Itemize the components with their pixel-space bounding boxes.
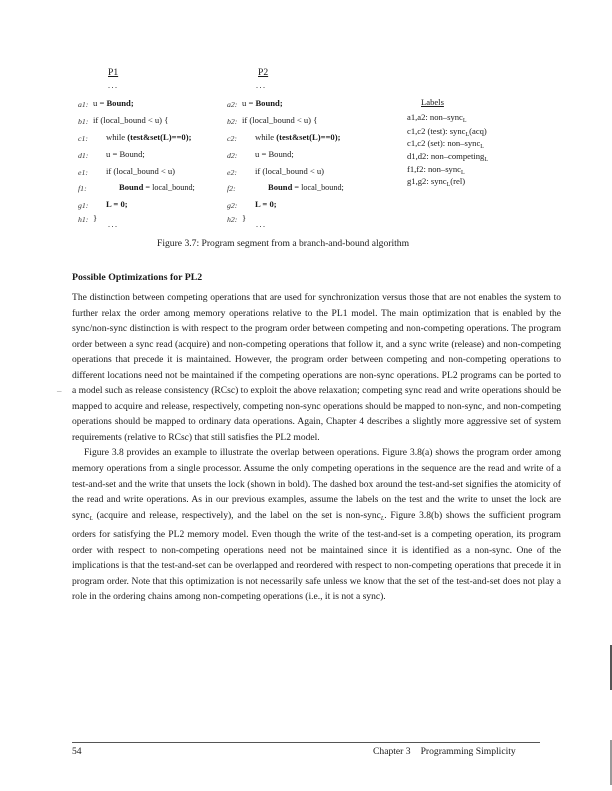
body-text xyxy=(72,290,561,605)
code-line: u = Bound; xyxy=(93,98,134,108)
line-label: h1: xyxy=(78,215,89,224)
section-heading: Possible Optimizations for PL2 xyxy=(72,272,203,283)
line-label: d2: xyxy=(227,151,238,160)
code-line: } xyxy=(242,213,247,223)
p2-ellipsis-bottom: ... xyxy=(256,220,267,229)
code-line: } xyxy=(93,213,98,223)
code-line: if (local_bound < u) { xyxy=(93,115,169,125)
line-label: e2: xyxy=(227,168,237,177)
line-label: g1: xyxy=(78,201,89,210)
label-entry: c1,c2 (test): sync$_L$(acq) xyxy=(407,126,487,138)
label-entry: d1,d2: non–competing$_L$ xyxy=(407,151,489,163)
line-label: a1: xyxy=(78,100,89,109)
p2-header: P2 xyxy=(258,67,269,78)
code-line: if (local_bound < u) xyxy=(255,166,325,176)
paragraph-1: The distinction between competing operations that are used for synchronization versus those that are not enables the system to further relax the order among memory operations relative to the PL1 model. The main optimization that is enabled by the sync/non-sync distinction is with respect to the program order between competing and non-competing operations. The program order between a sync read (acquire) and non-competing operations that follow it, and a sync write (release) and non-competing operations that precede it is maintained. However, the program order between competing and non-competing operations to different locations need not be maintained if the competing operations are non-sync operations. PL2 programs can be ported to a model such as release consistency (RCsc) to exploit the above relaxation; competing sync read and write operations should be mapped to acquire and release, respectively, competing non-sync operations should be mapped to non-sync, and non-competing operations should be mapped to ordinary data operations. Again, Chapter 4 describes a slightly more aggressive set of system requirements (relative to RCsc) that still satisfies the PL2 model. xyxy=(72,292,561,443)
line-label: g2: xyxy=(227,201,238,210)
labels-title: Labels xyxy=(421,97,444,107)
code-line: u = Bound; xyxy=(255,149,294,159)
paragraph-2: Figure 3.8 provides an example to illustrate the overlap between operations. Figure 3.8(a) shows the program order among memory operations from a single processor. Assume the only competing operations in the sequence are the read and write of a test-and-set and the write that unsets the lock (shown in bold). The dashed box around the test-and-set signifies the atomicity of the read and write operations. As in our previous examples, assume the labels on the test and the write to unset the lock are sync$_L$ (acquire and release, respectively), and the label on the set is non-sync$_L$. Figure 3.8(b) shows the sufficient program orders for satisfying the PL2 memory model. Even though the write of the test-and-set is a competing operation, its program order with respect to non-competing operations need not be maintained since it is identified as a non-sync. One of the implications is that the test-and-set can be overlapped and reordered with respect to non-competing operations that precede it in program order. Note that this optimization is not necessarily safe unless we know that the set of the test-and-set does not play a role in the ordering chains among non-competing operations (i.e., it is not a sync). xyxy=(72,447,561,603)
scan-edge-mark xyxy=(610,645,612,690)
line-label: b1: xyxy=(78,117,89,126)
code-line: while (test&set(L)==0); xyxy=(255,132,341,142)
code-line: if (local_bound < u) { xyxy=(242,115,318,125)
code-line: Bound = local_bound; xyxy=(268,182,344,192)
line-label: a2: xyxy=(227,100,238,109)
footer-rule xyxy=(72,742,540,743)
p1-ellipsis-bottom: ... xyxy=(108,220,119,229)
page-number: 54 xyxy=(72,746,82,757)
label-entry: g1,g2: sync$_L$(rel) xyxy=(407,176,466,188)
code-line: L = 0; xyxy=(106,199,128,209)
label-entry: f1,f2: non–sync$_L$ xyxy=(407,164,465,176)
line-label: b2: xyxy=(227,117,238,126)
code-line: L = 0; xyxy=(255,199,277,209)
code-line: if (local_bound < u) xyxy=(106,166,176,176)
running-footer xyxy=(373,746,516,757)
p2-ellipsis-top: ... xyxy=(256,81,267,90)
p1-ellipsis-top: ... xyxy=(108,81,119,90)
line-label: c1: xyxy=(78,134,88,143)
line-label: c2: xyxy=(227,134,237,143)
footer-chapter: Chapter 3 xyxy=(373,746,411,757)
line-label: f1: xyxy=(78,184,87,193)
line-label: f2: xyxy=(227,184,236,193)
margin-change-mark: – xyxy=(57,386,62,396)
label-entry: c1,c2 (set): non–sync$_L$ xyxy=(407,138,484,150)
code-line: u = Bound; xyxy=(106,149,145,159)
code-line: while (test&set(L)==0); xyxy=(106,132,192,142)
label-entry: a1,a2: non–sync$_L$ xyxy=(407,112,467,124)
line-label: e1: xyxy=(78,168,88,177)
scan-edge-mark xyxy=(610,740,612,785)
line-label: h2: xyxy=(227,215,238,224)
footer-chapter-title: Programming Simplicity xyxy=(420,746,516,757)
figure-caption: Figure 3.7: Program segment from a branch-and-bound algorithm xyxy=(157,238,410,249)
code-line: u = Bound; xyxy=(242,98,283,108)
code-line: Bound = local_bound; xyxy=(119,182,195,192)
line-label: d1: xyxy=(78,151,89,160)
p1-header: P1 xyxy=(108,67,119,78)
